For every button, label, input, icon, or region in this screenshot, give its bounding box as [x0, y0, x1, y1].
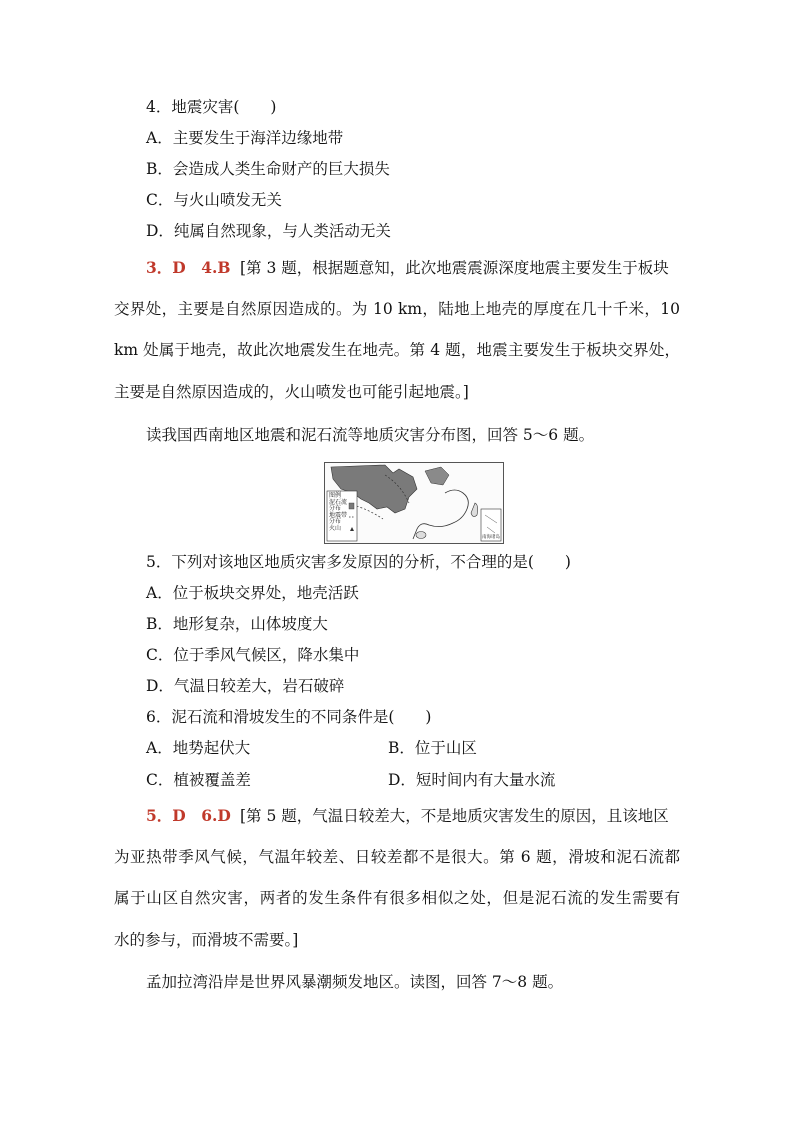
- legend-item-2: 分布: [329, 505, 342, 512]
- q5-option-c: C．位于季风气候区，降水集中: [146, 646, 360, 664]
- answer-5-6-line-3: 属于山区自然灾害，两者的发生条件有很多相似之处，但是泥石流的发生需要有: [114, 889, 680, 907]
- geologic-hazard-map: [324, 462, 504, 544]
- answer-5-6-label: 5．D 6.D: [146, 806, 231, 825]
- answer-3-4-label: 3．D 4.B: [146, 258, 231, 277]
- answer-5-6-line-2: 为亚热带季风气候，气温年较差、日较差都不是很大。第 6 题，滑坡和泥石流都: [114, 848, 680, 866]
- q6-option-b: B．位于山区: [388, 739, 477, 757]
- legend-item-1: 泥石流: [329, 498, 348, 506]
- q5-stem: 5．下列对该地区地质灾害多发原因的分析，不合理的是( ): [146, 553, 571, 571]
- q6-option-d: D．短时间内有大量水流: [388, 771, 556, 789]
- q6-option-c: C．植被覆盖差: [146, 771, 251, 789]
- answer-5-6-line-1: [第 5 题，气温日较差大，不是地质灾害发生的原因，且该地区: [240, 807, 669, 825]
- legend-item-3: 地震带: [329, 511, 348, 519]
- legend-item-4: 分布: [329, 518, 342, 525]
- answer-3-4-line-4: 主要是自然原因造成的，火山喷发也可能引起地震。]: [114, 383, 469, 401]
- q4-option-a: A．主要发生于海洋边缘地带: [146, 129, 344, 147]
- answer-3-4-line-3: km 处属于地壳，故此次地震发生在地壳。第 4 题，地震主要发生于板块交界处，: [114, 341, 680, 359]
- intro-7-8: 孟加拉湾沿岸是世界风暴潮频发地区。读图，回答 7～8 题。: [146, 973, 564, 991]
- q5-option-d: D．气温日较差大，岩石破碎: [146, 677, 345, 695]
- answer-3-4-line-2: 交界处，主要是自然原因造成的。为 10 km，陆地上地壳的厚度在几十千米，10: [114, 300, 680, 318]
- intro-5-6: 读我国西南地区地震和泥石流等地质灾害分布图，回答 5～6 题。: [146, 426, 595, 444]
- legend-item-5: 火山: [329, 524, 342, 532]
- q4-option-c: C．与火山喷发无关: [146, 191, 282, 209]
- q5-option-b: B．地形复杂，山体坡度大: [146, 615, 328, 633]
- q4-option-b: B．会造成人类生命财产的巨大损失: [146, 160, 390, 178]
- hainan-island: [416, 532, 426, 539]
- legend-title: 图例: [329, 492, 342, 499]
- answer-5-6-line-4: 水的参与，而滑坡不需要。]: [114, 931, 299, 949]
- inset-label: 南海诸岛: [482, 535, 500, 540]
- q6-stem: 6．泥石流和滑坡发生的不同条件是( ): [146, 708, 432, 726]
- q4-option-d: D．纯属自然现象，与人类活动无关: [146, 222, 391, 240]
- map-drawing: [325, 463, 503, 543]
- answer-3-4-line-1: [第 3 题，根据题意知，此次地震震源深度地震主要发生于板块: [240, 259, 669, 277]
- q5-option-a: A．位于板块交界处，地壳活跃: [146, 584, 359, 602]
- q4-stem: 4．地震灾害( ): [146, 98, 277, 116]
- q6-option-a: A．地势起伏大: [146, 739, 251, 757]
